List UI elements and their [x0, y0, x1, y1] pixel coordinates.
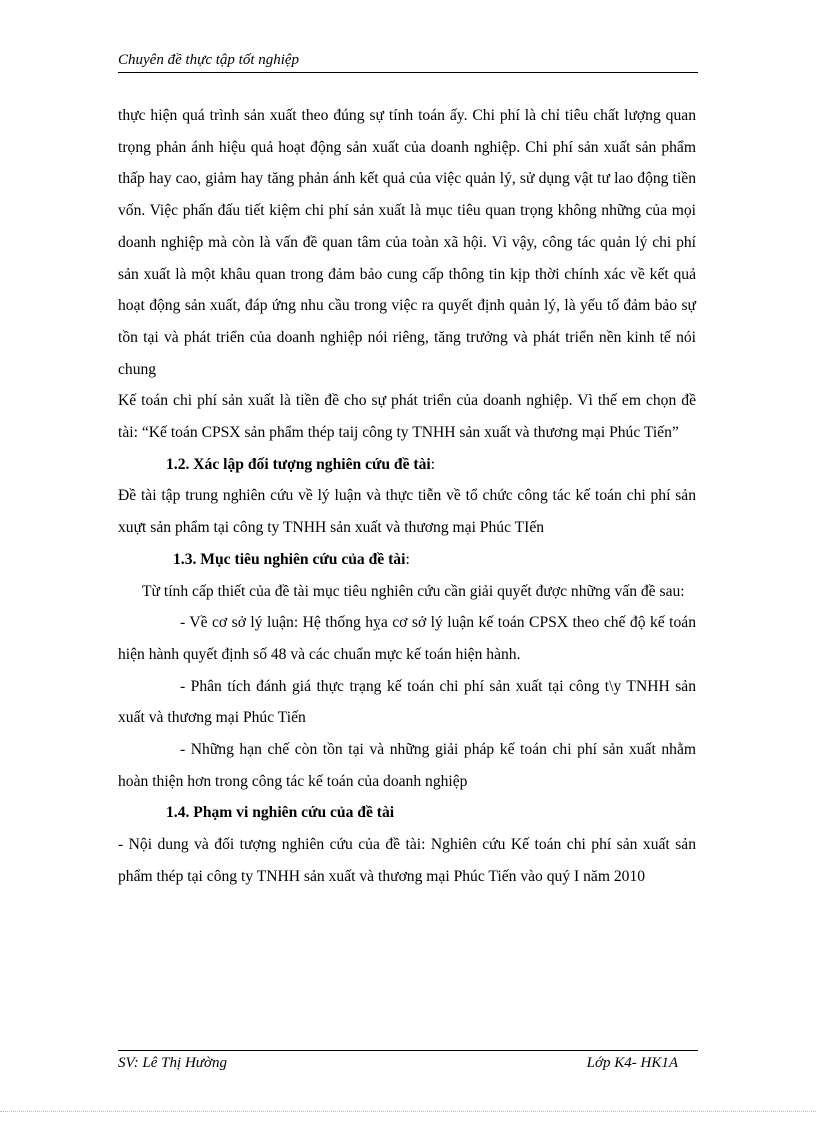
paragraph-cost-importance: thực hiện quá trình sản xuất theo đúng sự tính toán ấy. Chi phí là chỉ tiêu chất lượng quan trọng phản ánh hiệu quả hoạt động sản xuất của doanh nghiệp. Chi phí sản xuất sản phẩm thấp hay cao, giảm hay tăng phản ánh kết quả của việc quản lý, sử dụng vật tư lao động tiền vốn. Việc phấn đấu tiết kiệm chi phí sản xuất là mục tiêu quan trọng không những của mọi doanh nghiệp mà còn là vấn đề quan tâm của toàn xã hội. Vì vậy, công tác quản lý chi phí sản xuất là một khâu quan trong đảm bảo cung cấp thông tin kịp thời chính xác về kết quả hoạt động sản xuất, đáp ứng nhu cầu trong việc ra quyết định quản lý, là yếu tố đảm bảo sự tồn tại và phát triển của doanh nghiệp nói riêng, tăng trưởng và phát triển nền kinh tế nói chung	[118, 107, 696, 378]
bullet-theory: - Về cơ sở lý luận: Hệ thống hỵa cơ sở lý luận kế toán CPSX theo chế độ kế toán hiện hành quyết định số 48 và các chuẩn mực kế toán hiện hành.	[118, 614, 696, 663]
heading-1-3-colon: :	[405, 550, 410, 568]
page-edge	[0, 1111, 816, 1112]
bullet-analysis: - Phân tích đánh giá thực trạng kế toán chi phí sản xuất tại công t\y TNHH sản xuất và thương mại Phúc Tiến	[118, 677, 696, 727]
page-header: Chuyên đề thực tập tốt nghiệp	[118, 52, 300, 68]
footer-class: Lớp K4- HK1A	[586, 1055, 678, 1071]
paragraph-research-object: Đề tài tập trung nghiên cứu về lý luận và thực tiễn về tổ chức công tác kế toán chi phí sản xuựt sản phẩm tại công ty TNHH sản xuất và thương mại Phúc TIến	[118, 487, 696, 537]
heading-1-3-text: 1.3. Mục tiêu nghiên cứu của đề tài	[173, 550, 406, 568]
heading-1-2-colon: :	[430, 455, 436, 473]
heading-1-4: 1.4. Phạm vi nghiên cứu của đề tài	[166, 804, 395, 822]
document-body	[118, 100, 696, 893]
page-footer	[118, 1055, 678, 1072]
paragraph-objectives-intro: Từ tính cấp thiết của đề tài mục tiêu nghiên cứu cần giải quyết được những vấn đề sau:	[142, 582, 685, 600]
heading-1-2-text: 1.2. Xác lập đối tượng nghiên cứu đề tài	[166, 455, 431, 473]
bullet-limitations: - Những hạn chế còn tồn tại và những giải pháp kế toán chi phí sản xuất nhằm hoàn thiện hơn trong công tác kế toán của doanh nghiệp	[118, 741, 696, 790]
heading-1-3	[118, 544, 696, 576]
heading-1-2	[118, 449, 696, 481]
footer-divider	[118, 1050, 698, 1051]
paragraph-scope: - Nội dung và đối tượng nghiên cứu của đề tài: Nghiên cứu Kế toán chi phí sản xuất sản phẩm thép tại công ty TNHH sản xuất và thương mại Phúc Tiến vào quý I năm 2010	[118, 836, 696, 885]
paragraph-topic-choice: Kế toán chi phí sản xuất là tiền đề cho sự phát triển của doanh nghiệp. Vì thế em chọn đề tài: “Kế toán CPSX sản phẩm thép taij công ty TNHH sản xuất và thương mại Phúc Tiến”	[118, 392, 696, 442]
footer-student: SV: Lê Thị Hường	[118, 1055, 227, 1071]
header-divider	[118, 72, 698, 73]
